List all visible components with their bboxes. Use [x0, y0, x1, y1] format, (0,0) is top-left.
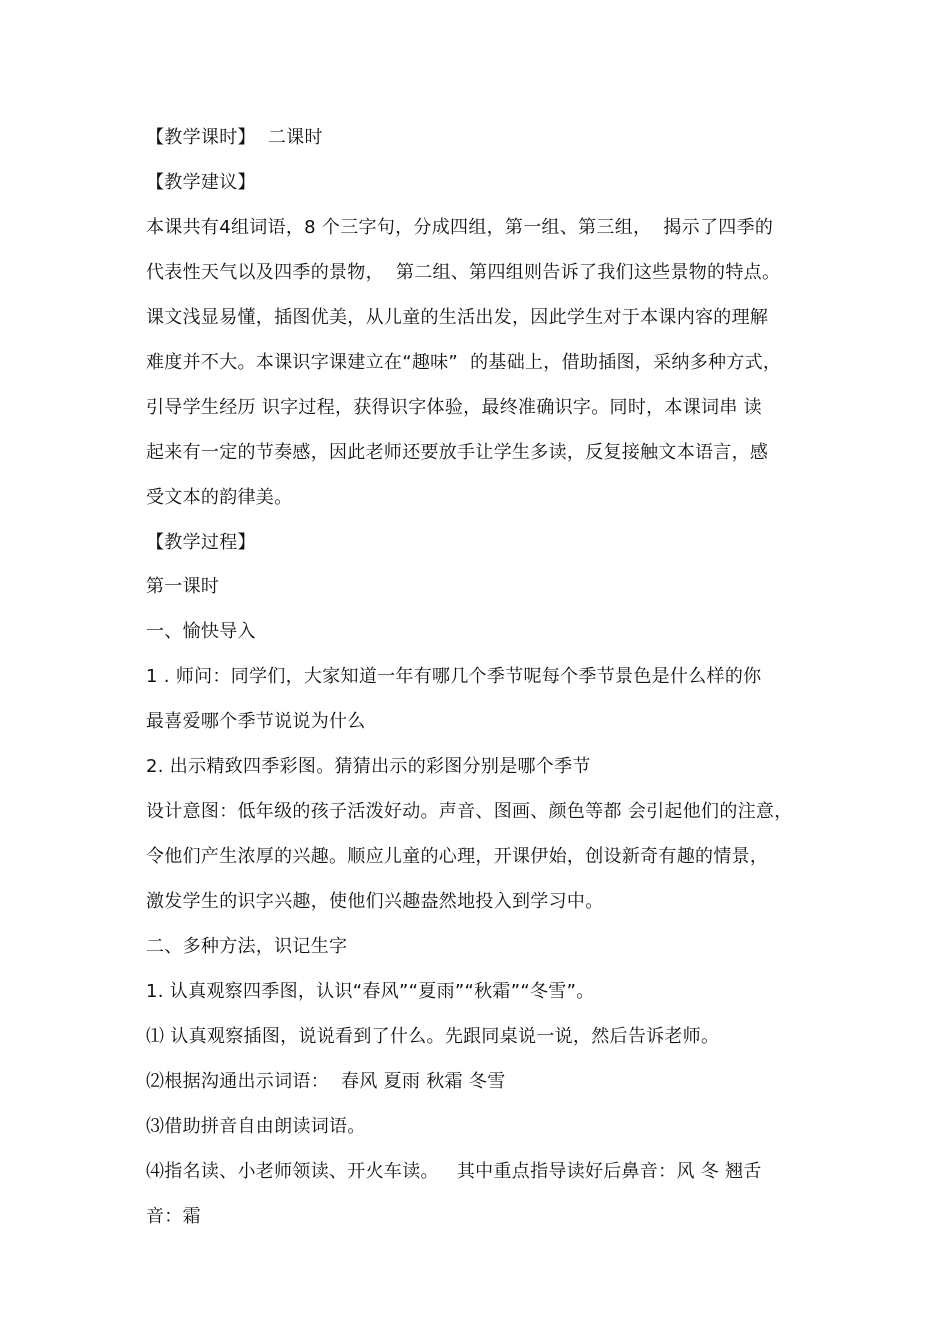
step-1-line-2: 最喜爱哪个季节说说为什么 — [146, 711, 366, 732]
section-two-step-1: 1. 认真观察四季图，认识“春风”“夏雨”“秋霜”“冬雪”。 — [146, 981, 595, 1002]
suggestion-paragraph-line-4: 难度并不大。本课识字课建立在“趣味” 的基础上，借助插图，采纳多种方式， — [146, 352, 782, 373]
design-intent-line-1: 设计意图：低年级的孩子活泼好动。声音、图画、颜色等都 会引起他们的注意， — [146, 801, 793, 822]
teaching-process-heading: 【教学过程】 — [146, 532, 256, 553]
substep-4-line-1: ⑷指名读、小老师领读、开火车读。 其中重点指导读好后鼻音：风 冬 翘舌 — [146, 1161, 762, 1182]
section-two-heading: 二、多种方法，识记生字 — [146, 936, 348, 957]
suggestion-paragraph-line-5: 引导学生经历 识字过程，获得识字体验，最终准确识字。同时，本课词串 读 — [146, 397, 762, 418]
teaching-suggestion-heading: 【教学建议】 — [146, 172, 256, 193]
substep-4-line-2: 音：霜 — [146, 1206, 201, 1227]
substep-3: ⑶借助拼音自由朗读词语。 — [146, 1116, 366, 1137]
section-one-heading: 一、愉快导入 — [146, 621, 256, 642]
suggestion-paragraph-line-6: 起来有一定的节奏感，因此老师还要放手让学生多读，反复接触文本语言，感 — [146, 442, 769, 463]
step-1-line-1: 1 . 师问：同学们，大家知道一年有哪几个季节呢每个季节景色是什么样的你 — [146, 666, 762, 687]
design-intent-line-3: 激发学生的识字兴趣，使他们兴趣盎然地投入到学习中。 — [146, 891, 604, 912]
suggestion-paragraph-line-3: 课文浅显易懂，插图优美，从儿童的生活出发，因此学生对于本课内容的理解 — [146, 307, 769, 328]
suggestion-paragraph-line-7: 受文本的韵律美。 — [146, 487, 293, 508]
design-intent-line-2: 令他们产生浓厚的兴趣。顺应儿童的心理，开课伊始，创设新奇有趣的情景， — [146, 846, 769, 867]
suggestion-paragraph-line-2: 代表性天气以及四季的景物， 第二组、第四组则告诉了我们这些景物的特点。 — [146, 262, 781, 283]
step-2-line: 2. 出示精致四季彩图。猜猜出示的彩图分别是哪个季节 — [146, 756, 591, 777]
suggestion-paragraph-line-1: 本课共有4组词语，8 个三字句，分成四组，第一组、第三组， 揭示了四季的 — [146, 217, 774, 238]
lesson-hours-line: 【教学课时】 二课时 — [146, 127, 323, 148]
substep-1: ⑴ 认真观察插图，说说看到了什么。先跟同桌说一说，然后告诉老师。 — [146, 1026, 720, 1047]
first-lesson-heading: 第一课时 — [146, 576, 220, 597]
substep-2: ⑵根据沟通出示词语： 春风 夏雨 秋霜 冬雪 — [146, 1071, 506, 1092]
